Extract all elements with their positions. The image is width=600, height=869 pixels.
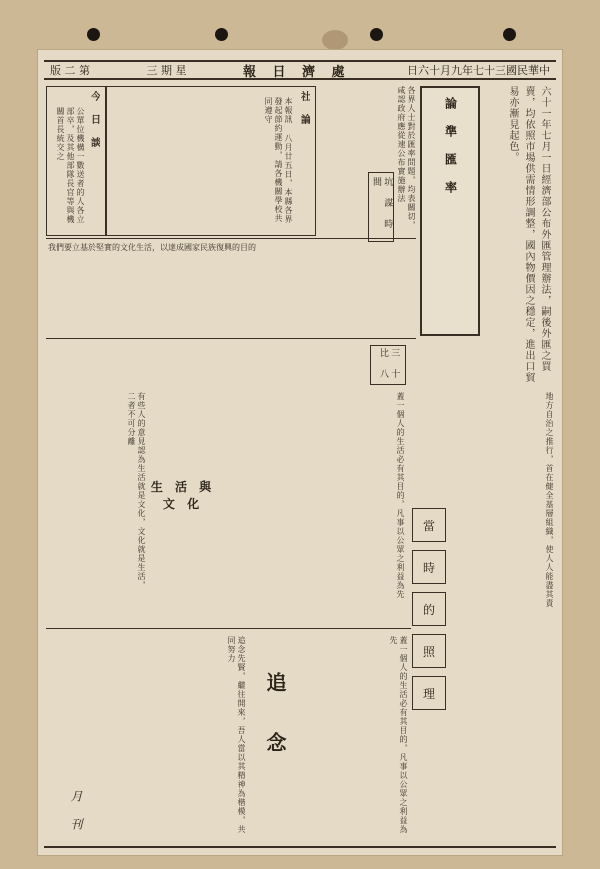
masthead-title: 報 日 濟 處 bbox=[242, 64, 351, 80]
masthead-weekday: 三 期 星 bbox=[146, 64, 187, 77]
gallery-char-box bbox=[412, 592, 446, 626]
section-rule bbox=[46, 238, 416, 239]
small-box-1 bbox=[368, 172, 394, 242]
gallery-char-box bbox=[412, 550, 446, 584]
punch-hole bbox=[370, 28, 383, 41]
lower-left-article: 追念先賢，繼往開來，吾人當以其精神為楷模，共同努力 bbox=[227, 636, 246, 834]
right-column-article: 六十一年七月一日經濟部公布外匯管理辦法，嗣後外匯之買賣，均依照市場供需情形調整，國內物價因之穩定，進出口貿易亦漸見起色。 bbox=[507, 86, 550, 383]
life-culture-headline: 生 活 與 文 化 bbox=[150, 480, 216, 511]
mid-left-article: 有些人的意見認為生活就是文化，文化就是生活，二者不可分離 bbox=[127, 392, 146, 590]
signature-mark: 月 刊 bbox=[69, 790, 83, 831]
masthead bbox=[44, 60, 556, 80]
right-lower-article: 地方自治之推行，首在健全基層組織，使人人能盡其責 bbox=[545, 392, 554, 608]
today-talk-text: 公單位機構一數送者的人各立部卒，及其他部隊長官等與機關首長統交之 bbox=[56, 107, 85, 224]
punch-hole bbox=[87, 28, 100, 41]
section-rule bbox=[46, 628, 411, 629]
editorial-text: 本報訊 八月廿五日，本縣各界發起節約運動，請各機關學校共同遵守 bbox=[264, 97, 293, 224]
gallery-char-box bbox=[412, 508, 446, 542]
masthead-date: 日六十月九年七十三國民華中 bbox=[406, 64, 550, 77]
small-box-2-text: 三 十 比 八 bbox=[378, 348, 400, 379]
gallery-char: 的 bbox=[422, 602, 435, 617]
tribute-headline: 追 念 bbox=[263, 672, 287, 760]
masthead-page-number: 版 二 第 bbox=[50, 64, 90, 77]
editorial-headline-box bbox=[420, 86, 480, 336]
section-rule bbox=[46, 338, 416, 339]
editorial-box-title: 社 論 bbox=[298, 91, 310, 125]
top-center-article: 各界人士對於匯率問題，均表關切，咸認政府應從速公布實施辦法 bbox=[397, 86, 416, 230]
punch-hole bbox=[215, 28, 228, 41]
editorial-box bbox=[106, 86, 316, 236]
gallery-char: 理 bbox=[422, 686, 435, 701]
ink-stain bbox=[322, 30, 348, 50]
today-talk-title: 今 日 談 bbox=[88, 91, 100, 148]
gallery-char: 時 bbox=[422, 560, 435, 575]
gallery-char-box bbox=[412, 676, 446, 710]
bottom-rule bbox=[44, 846, 556, 848]
small-box-1-text: 坑 謀 時 間 bbox=[371, 177, 393, 229]
gallery-char-box bbox=[412, 634, 446, 668]
gallery-char: 當 bbox=[422, 518, 435, 533]
center-strip-article: 我們要立基於堅實的文化生活，以達成國家民族復興的目的 bbox=[48, 243, 256, 252]
small-box-2 bbox=[370, 345, 406, 385]
gallery-title-column bbox=[412, 508, 452, 710]
punch-hole bbox=[503, 28, 516, 41]
today-talk-box bbox=[46, 86, 106, 236]
lower-center-article: 蓋一個人的生活必有其目的，凡事以公眾之利益為先 bbox=[389, 636, 408, 834]
mid-center-article: 蓋一個人的生活必有其目的，凡事以公眾之利益為先 bbox=[396, 392, 405, 599]
editorial-headline: 論 準 匯 率 bbox=[443, 97, 458, 194]
gallery-char: 照 bbox=[422, 644, 435, 659]
